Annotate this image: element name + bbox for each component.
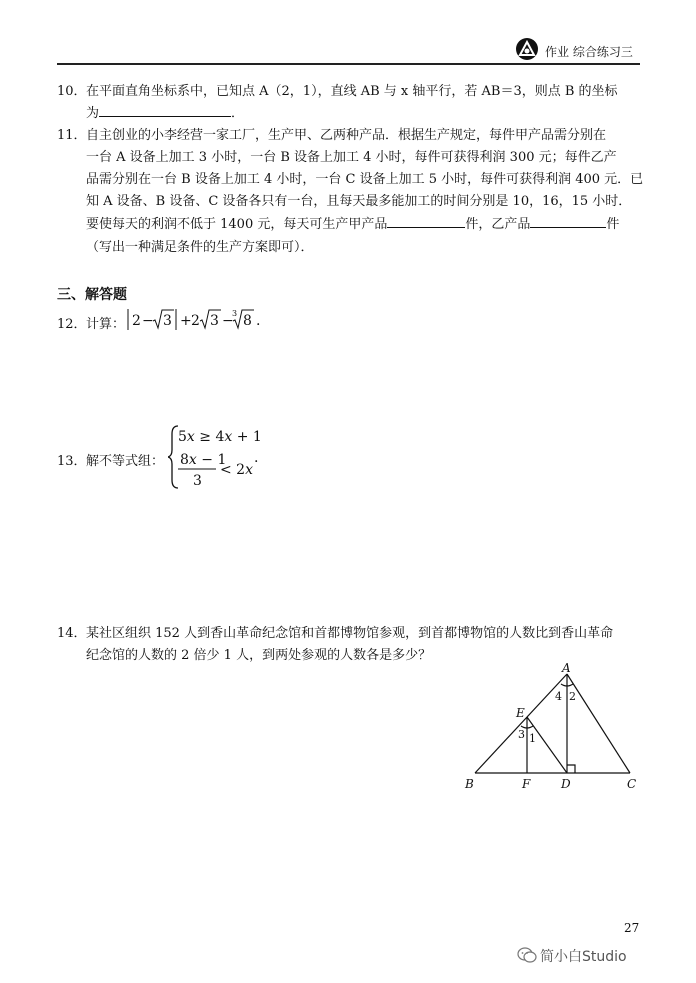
label-b: B xyxy=(465,777,474,791)
q11-blank-product-b[interactable] xyxy=(530,215,606,228)
watermark-text: 简小白Studio xyxy=(540,949,627,965)
q11-number: 11． xyxy=(57,128,87,143)
angle-label-2: 2 xyxy=(569,690,576,703)
q12-number: 12． xyxy=(57,317,87,332)
q13-text xyxy=(86,450,164,469)
svg-text:8x − 1: 8x − 1 xyxy=(180,452,227,468)
svg-text:.: . xyxy=(256,313,261,329)
q11-line6: （写出一种满足条件的生产方案即可）． xyxy=(86,240,314,255)
wechat-icon xyxy=(517,946,537,964)
q12-text xyxy=(86,313,125,332)
q11-line5 xyxy=(86,213,619,232)
right-angle-mark xyxy=(567,765,575,773)
triangle-figure xyxy=(460,660,650,800)
q11-line: 一台 A 设备上加工 3 小时，一台 B 设备上加工 4 小时，每件可获得利润 300 元；每件乙产 xyxy=(86,150,617,165)
angle-label-4: 4 xyxy=(555,690,562,703)
q11-blank-product-a[interactable] xyxy=(387,215,465,228)
svg-text:3: 3 xyxy=(232,309,238,318)
angle-label-1: 1 xyxy=(529,732,536,745)
svg-text:−: − xyxy=(142,313,154,329)
svg-text:2: 2 xyxy=(191,313,200,329)
svg-text:5x ≥ 4x + 1: 5x ≥ 4x + 1 xyxy=(178,429,262,445)
svg-text:3: 3 xyxy=(193,473,202,489)
svg-text:3: 3 xyxy=(210,313,219,329)
header-title: 作业 综合练习三 xyxy=(545,45,633,59)
section-title: 三、解答题 xyxy=(57,287,127,303)
header-rule xyxy=(57,63,640,65)
label-d: D xyxy=(561,777,571,791)
svg-text:< 2x: < 2x xyxy=(220,462,253,478)
segment-ac xyxy=(567,674,630,773)
q10-line2-suffix: ． xyxy=(231,106,245,121)
page-number: 27 xyxy=(624,921,640,935)
q10-line2 xyxy=(86,102,244,121)
label-e: E xyxy=(516,706,525,720)
q11-line: 品需分别在一台 B 设备上加工 4 小时，一台 C 设备上加工 5 小时，每件可获得利润 400 元．已 xyxy=(86,172,644,187)
q11-line5-c: 件 xyxy=(606,217,620,232)
q11-line5-a: 要使每天的利润不低于 1400 元，每天可生产甲产品 xyxy=(86,217,388,232)
q13-prefix: 解不等式组： xyxy=(86,454,165,469)
svg-text:−: − xyxy=(222,313,234,329)
svg-text:3: 3 xyxy=(163,313,172,329)
label-f: F xyxy=(522,777,531,791)
svg-text:8: 8 xyxy=(243,313,252,329)
q14-number: 14． xyxy=(57,626,87,641)
q11-line: 自主创业的小李经营一家工厂，生产甲、乙两种产品．根据生产规定，每件甲产品需分别在 xyxy=(86,128,607,143)
q10-number: 10． xyxy=(57,84,87,99)
chapter-logo-icon xyxy=(516,38,538,60)
label-a: A xyxy=(562,661,571,675)
q10-answer-blank[interactable] xyxy=(99,104,231,117)
q13-inequality-system xyxy=(168,422,268,492)
svg-text:.: . xyxy=(254,450,259,466)
label-c: C xyxy=(627,777,637,791)
q14-line2: 纪念馆的人数的 2 倍少 1 人，到两处参观的人数各是多少？ xyxy=(86,648,432,663)
q13-number: 13． xyxy=(57,454,87,469)
q12-expression xyxy=(124,305,264,333)
q10-line1: 在平面直角坐标系中，已知点 A（2，1），直线 AB 与 x 轴平行，若 AB＝3，则点 B 的坐标 xyxy=(86,84,618,99)
angle-label-3: 3 xyxy=(518,728,525,741)
segment-ab xyxy=(475,674,567,773)
svg-text:2: 2 xyxy=(132,313,141,329)
q11-line: 知 A 设备、B 设备、C 设备各只有一台，且每天最多能加工的时间分别是 10，16，15 小时． xyxy=(86,194,632,209)
q10-line2-prefix: 为 xyxy=(86,106,100,121)
svg-text:+: + xyxy=(180,313,192,329)
q12-prefix: 计算： xyxy=(86,317,126,332)
q11-line5-b: 件，乙产品 xyxy=(465,217,531,232)
segment-ed xyxy=(527,717,567,773)
q14-line1: 某社区组织 152 人到香山革命纪念馆和首都博物馆参观，到首都博物馆的人数比到香山革命 xyxy=(86,626,614,641)
